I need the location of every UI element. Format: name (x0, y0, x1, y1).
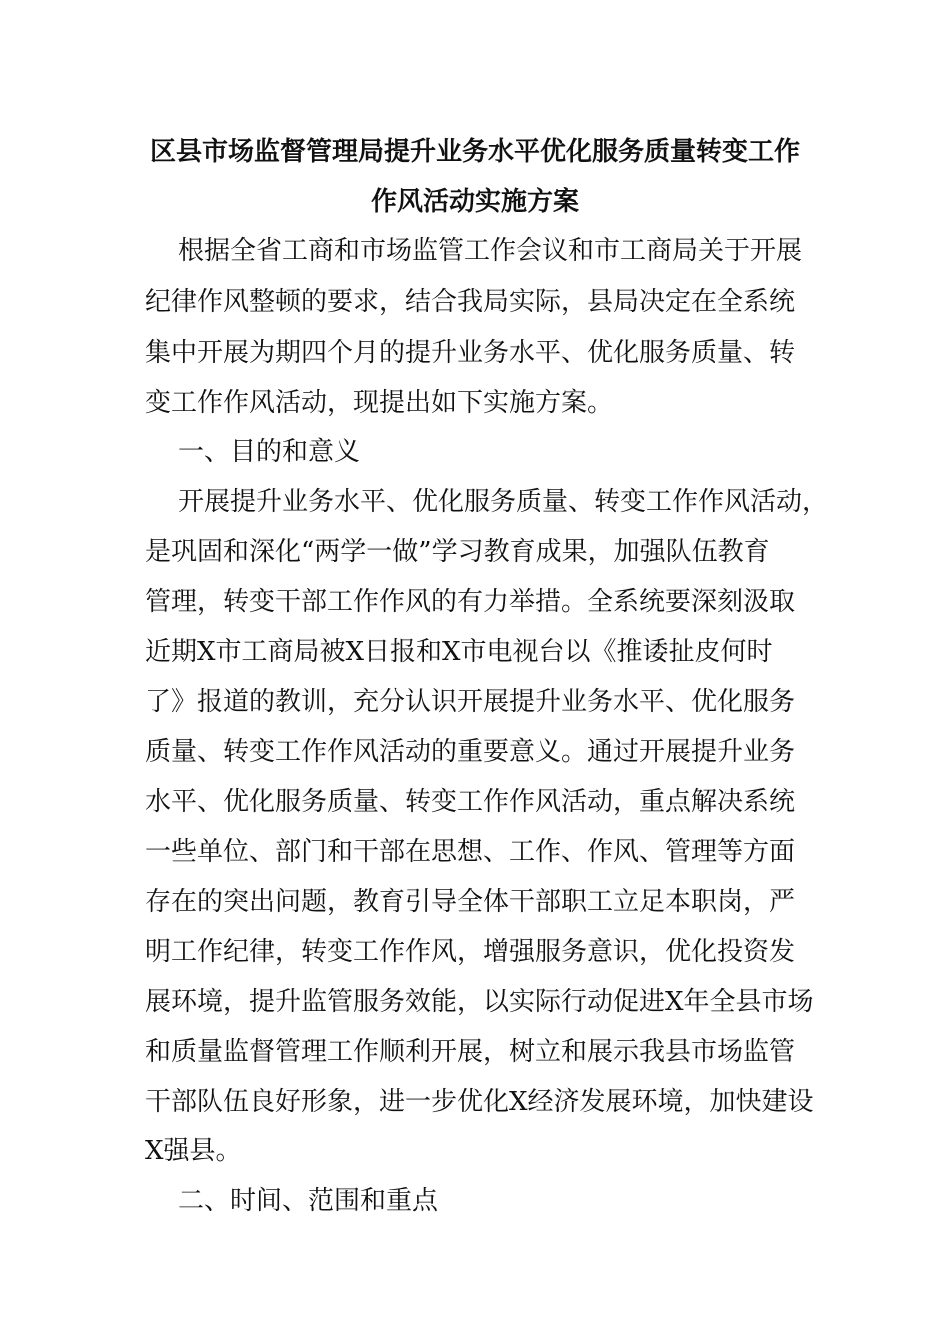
section-heading-1: 一、目的和意义 (178, 437, 361, 467)
paragraph-purpose-line: 展环境，提升监管服务效能，以实际行动促进X年全县市场 (145, 987, 814, 1017)
paragraph-purpose-line: 明工作纪律，转变工作作风，增强服务意识，优化投资发 (145, 937, 796, 967)
paragraph-purpose-line: 质量、转变工作作风活动的重要意义。通过开展提升业务 (145, 737, 796, 767)
paragraph-intro-line: 纪律作风整顿的要求，结合我局实际，县局决定在全系统 (145, 287, 796, 317)
document-title-line-2: 作风活动实施方案 (370, 187, 579, 217)
paragraph-purpose-line: 管理，转变干部工作作风的有力举措。全系统要深刻汲取 (145, 587, 796, 617)
paragraph-purpose-line: 开展提升业务水平、优化服务质量、转变工作作风活动， (178, 487, 829, 517)
paragraph-purpose-line: 了》报道的教训，充分认识开展提升业务水平、优化服务 (145, 687, 796, 717)
paragraph-intro-line: 根据全省工商和市场监管工作会议和市工商局关于开展 (178, 236, 803, 266)
paragraph-purpose-line: 近期X市工商局被X日报和X市电视台以《推诿扯皮何时 (145, 637, 773, 667)
section-heading-2: 二、时间、范围和重点 (178, 1186, 439, 1216)
paragraph-intro-line: 集中开展为期四个月的提升业务水平、优化服务质量、转 (145, 338, 796, 368)
paragraph-intro-line: 变工作作风活动，现提出如下实施方案。 (145, 388, 614, 418)
paragraph-purpose-line: X强县。 (145, 1136, 242, 1166)
paragraph-purpose-line: 干部队伍良好形象，进一步优化X经济发展环境，加快建设 (145, 1087, 814, 1117)
paragraph-purpose-line: 是巩固和深化“两学一做”学习教育成果，加强队伍教育 (145, 537, 770, 567)
paragraph-purpose-line: 存在的突出问题，教育引导全体干部职工立足本职岗，严 (145, 887, 796, 917)
paragraph-purpose-line: 和质量监督管理工作顺利开展，树立和展示我县市场监管 (145, 1037, 796, 1067)
paragraph-purpose-line: 水平、优化服务质量、转变工作作风活动，重点解决系统 (145, 787, 796, 817)
paragraph-purpose-line: 一些单位、部门和干部在思想、工作、作风、管理等方面 (145, 837, 796, 867)
document-title-line-1: 区县市场监督管理局提升业务水平优化服务质量转变工作 (149, 137, 800, 167)
